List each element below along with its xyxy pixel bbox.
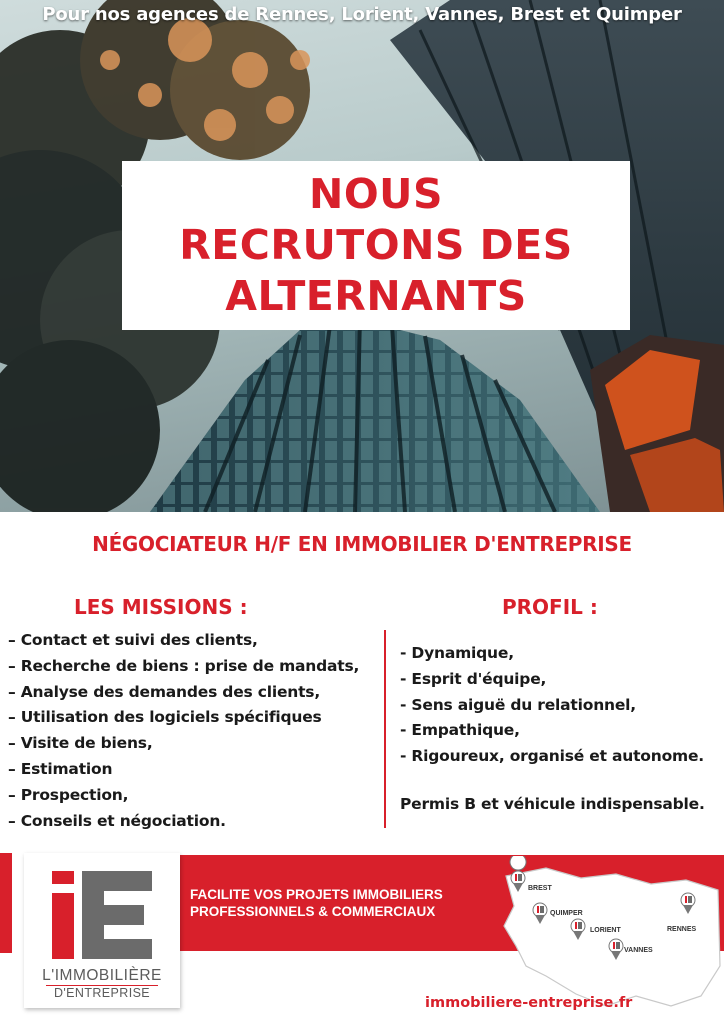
company-logo	[24, 853, 180, 1008]
missions-heading: LES MISSIONS :	[74, 595, 248, 619]
map-label-quimper: QUIMPER	[550, 910, 583, 917]
headline-box	[122, 161, 630, 330]
list-item: – Prospection,	[8, 785, 129, 804]
profil-heading: PROFIL :	[502, 595, 598, 619]
website-url: immobiliere-entreprise.fr	[425, 995, 633, 1011]
agencies-subtitle: Pour nos agences de Rennes, Lorient, Vannes, Brest et Quimper	[42, 4, 682, 25]
missions-list	[8, 628, 359, 834]
list-item: – Contact et suivi des clients,	[8, 631, 258, 649]
list-item: – Estimation	[8, 759, 113, 778]
tagline-text	[190, 886, 443, 920]
map-label-rennes: RENNES	[667, 926, 697, 933]
list-item: - Empathique,	[400, 721, 520, 740]
column-divider	[384, 630, 386, 828]
license-requirement: Permis B et véhicule indispensable.	[400, 795, 705, 813]
headline-line-2: RECRUTONS DES	[179, 221, 573, 269]
list-item: - Sens aiguë du relationnel,	[400, 695, 636, 714]
map-label-vannes: VANNES	[624, 947, 653, 954]
tagline-line-2: PROFESSIONNELS & COMMERCIAUX	[190, 904, 436, 919]
list-item: - Esprit d'équipe,	[400, 669, 547, 688]
logo-text-line-2: D'ENTREPRISE	[53, 986, 151, 1000]
headline-line-3: ALTERNANTS	[225, 272, 527, 320]
ie-logo-icon	[52, 871, 152, 959]
list-item: – Conseils et négociation.	[8, 811, 226, 830]
list-item: – Utilisation des logiciels spécifiques	[8, 708, 322, 727]
list-item: - Dynamique,	[400, 644, 514, 662]
map-label-brest: BREST	[528, 885, 552, 892]
job-title: NÉGOCIATEUR H/F EN IMMOBILIER D'ENTREPRISE	[92, 532, 632, 556]
logo-text-line-1: L'IMMOBILIÈRE	[42, 967, 162, 984]
headline-line-1: NOUS	[309, 170, 443, 218]
list-item: – Visite de biens,	[8, 734, 153, 753]
profil-list	[400, 641, 704, 770]
list-item: - Rigoureux, organisé et autonome.	[400, 747, 704, 766]
list-item: – Recherche de biens : prise de mandats,	[8, 656, 360, 675]
red-accent-strip	[0, 853, 12, 953]
tagline-line-1: FACILITE VOS PROJETS IMMOBILIERS	[190, 887, 443, 902]
list-item: – Analyse des demandes des clients,	[8, 682, 321, 701]
map-label-lorient: LORIENT	[590, 927, 621, 934]
